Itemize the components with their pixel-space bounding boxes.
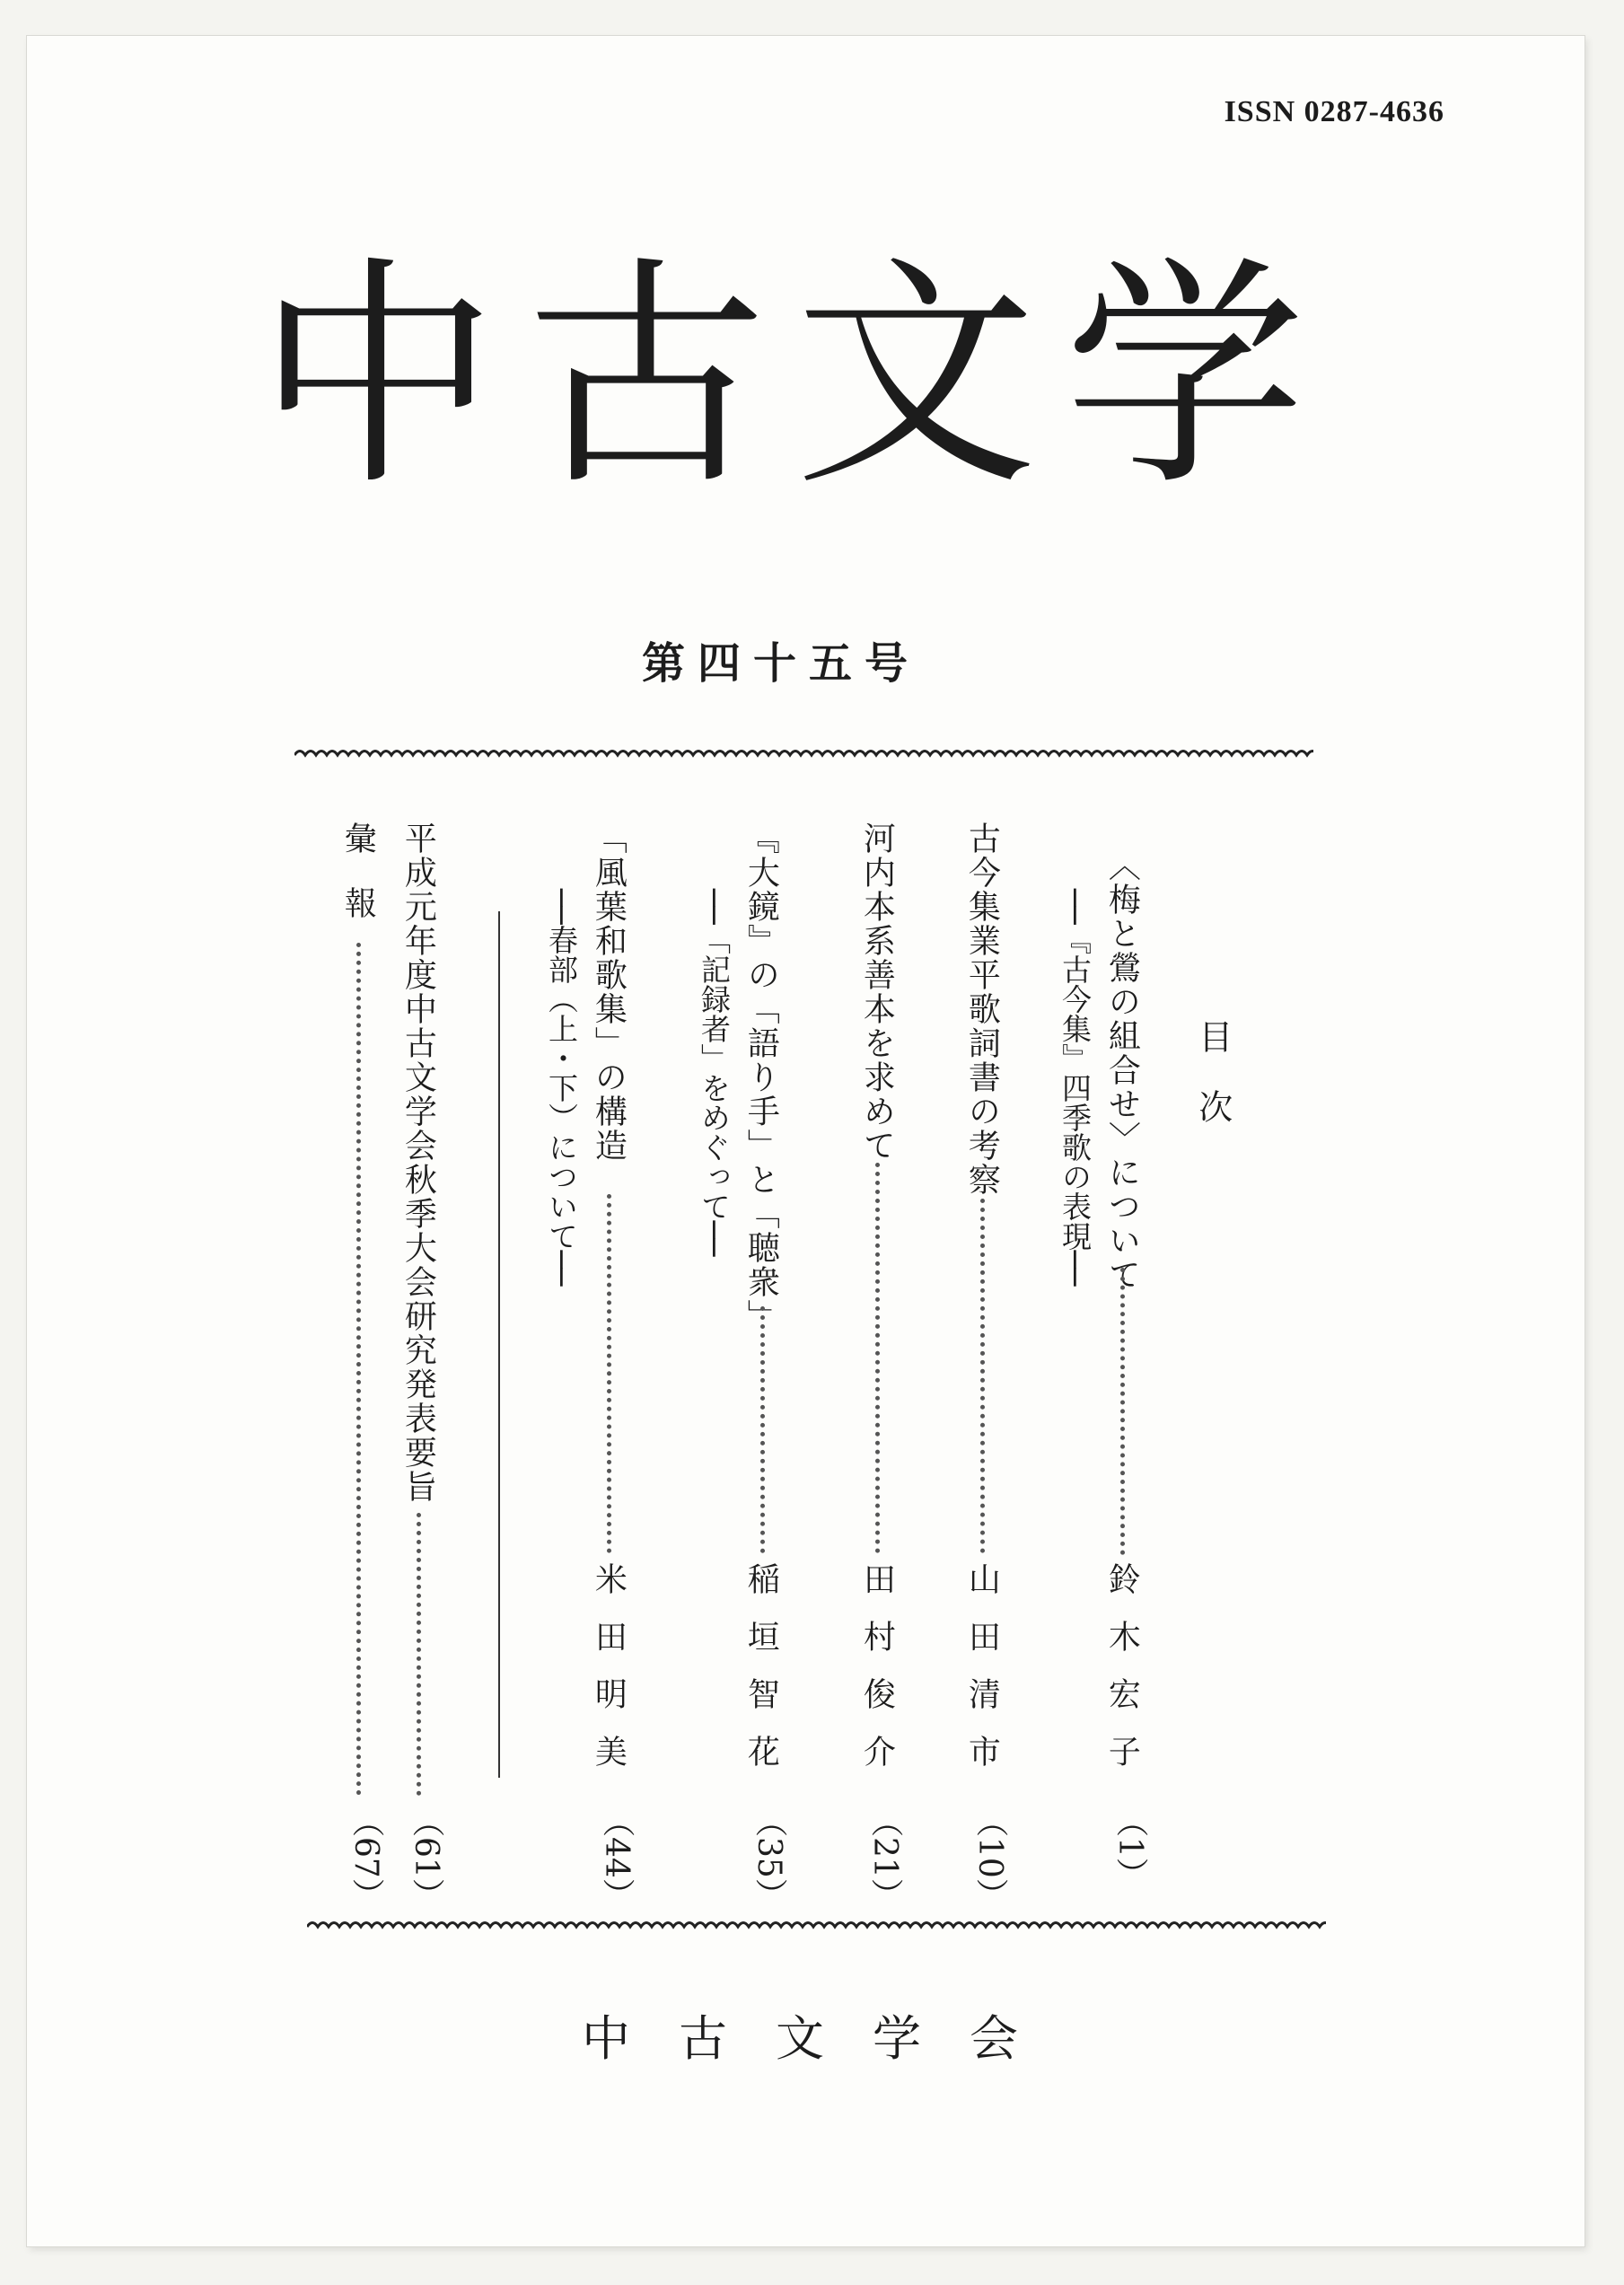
toc-entry-2-page: （10） — [971, 1805, 1008, 1911]
toc-entry-3-page: （21） — [866, 1805, 903, 1911]
toc-entry-4-subtitle: ──「記録者」をめぐって── — [696, 889, 732, 1257]
toc-entry-6-leader — [417, 1513, 421, 1796]
toc-entry-3-leader — [875, 1163, 880, 1553]
issn-number: ISSN 0287-4636 — [1224, 95, 1444, 128]
toc-entry-4-title: 『大鏡』の「語り手」と「聴衆」 — [742, 822, 780, 1333]
toc-entry-5-author: 米田明美 — [590, 1562, 628, 1792]
toc-entry-4-leader — [760, 1306, 765, 1553]
toc-entry-3-title: 河内本系善本を求めて — [858, 822, 896, 1163]
toc-entry-2-leader — [980, 1199, 985, 1553]
toc-entry-5-page: （44） — [598, 1805, 635, 1911]
toc-entry-1-page: （1） — [1111, 1805, 1148, 1890]
toc-divider-line — [498, 911, 500, 1778]
toc-entry-5-title: 「風葉和歌集」の構造 — [590, 822, 628, 1163]
toc-entry-1-leader — [1120, 1268, 1125, 1555]
toc-entry-5-subtitle: ──春部（上・下）について── — [543, 889, 579, 1287]
publisher-name: 中古文学会 — [582, 2010, 1067, 2067]
toc-entry-5-leader — [607, 1194, 611, 1553]
toc-entry-4-author: 稲垣智花 — [742, 1562, 780, 1792]
toc-entry-1-author: 鈴木宏子 — [1103, 1562, 1141, 1792]
journal-title: 中古文学 — [256, 235, 1333, 518]
toc-entry-1-subtitle: ──『古今集』四季歌の表現── — [1057, 889, 1093, 1287]
wavy-rule-bottom — [307, 1917, 1326, 1937]
toc-entry-4-page: （35） — [751, 1805, 787, 1911]
toc-heading: 目次 — [1192, 1019, 1233, 1159]
issue-number: 第四十五号 — [642, 638, 921, 689]
toc-entry-7-leader — [356, 943, 361, 1796]
toc-entry-7-page: （67） — [347, 1805, 384, 1911]
toc-entry-7-title: 彙報 — [339, 822, 377, 951]
toc-entry-2-title: 古今集業平歌詞書の考察 — [963, 822, 1001, 1197]
toc-entry-6-title: 平成元年度中古文学会秋季大会研究発表要旨 — [399, 822, 437, 1504]
toc-entry-3-author: 田村俊介 — [858, 1562, 896, 1792]
wavy-rule-top — [294, 745, 1313, 765]
toc-entry-6-page: （61） — [408, 1805, 444, 1911]
toc-entry-1-title: 〈梅と鶯の組合せ〉について — [1103, 848, 1141, 1292]
toc-entry-2-author: 山田清市 — [963, 1562, 1001, 1792]
